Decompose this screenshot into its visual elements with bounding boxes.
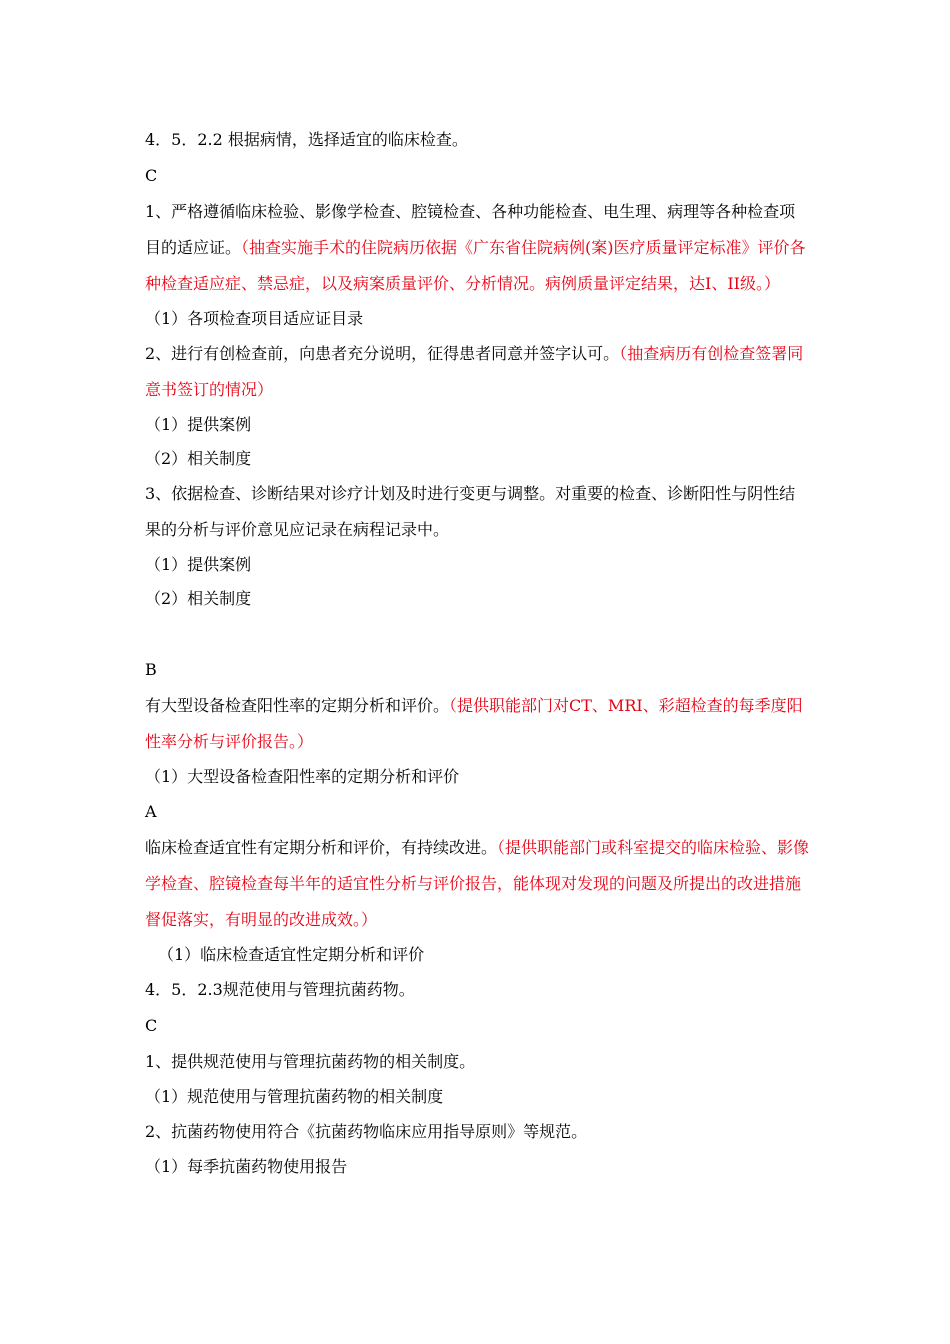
red-annotation: （提供职能部门或科室提交的临床检验、影像学检查、腔镜检查每半年的适宜性分析与评价报告，能体现对发现的问题及所提出的改进措施督促落实，有明显的改进成效。） [145, 838, 810, 929]
sub-item: （2）相关制度 [145, 589, 252, 608]
item-paragraph: 2、抗菌药物使用符合《抗菌药物临床应用指导原则》等规范。 [145, 1122, 588, 1141]
grade-c-label: C [145, 166, 158, 185]
grade-b-label: B [145, 660, 157, 679]
sub-item: （1）提供案例 [145, 555, 252, 574]
item-paragraph: 3、依据检查、诊断结果对诊疗计划及时进行变更与调整。对重要的检查、诊断阳性与阴性结果的分析与评价意见应记录在病程记录中。 [145, 484, 796, 539]
red-annotation: （抽查实施手术的住院病历依据《广东省住院病例(案)医疗质量评定标准》评价各种检查适应症、禁忌症，以及病案质量评价、分析情况。病例质量评定结果，达Ⅰ、ⅠⅠ级。） [145, 238, 806, 293]
grade-a-label: A [145, 802, 157, 821]
item-paragraph: 2、进行有创检查前，向患者充分说明，征得患者同意并签字认可。（抽查病历有创检查签署同意书签订的情况） [145, 344, 804, 399]
section-heading-4-5-2-2: 4．5．2.2 根据病情，选择适宜的临床检查。 [145, 130, 468, 149]
document-page [145, 122, 810, 1184]
red-annotation: （抽查病历有创检查签署同意书签订的情况） [145, 344, 804, 399]
sub-item: （1）各项检查项目适应证目录 [145, 309, 364, 328]
item-paragraph: 1、严格遵循临床检验、影像学检查、腔镜检查、各种功能检查、电生理、病理等各种检查项目的适应证。（抽查实施手术的住院病历依据《广东省住院病例(案)医疗质量评定标准》评价各种检查适应症、禁忌症，以及病案质量评价、分析情况。病例质量评定结果，达Ⅰ、ⅠⅠ级。） [145, 202, 806, 293]
item-paragraph: 1、提供规范使用与管理抗菌药物的相关制度。 [145, 1052, 476, 1071]
blank-line [145, 616, 810, 652]
sub-item: （1）规范使用与管理抗菌药物的相关制度 [145, 1087, 444, 1106]
sub-item: （1）每季抗菌药物使用报告 [145, 1157, 348, 1176]
sub-item: （2）相关制度 [145, 449, 252, 468]
item-paragraph: 临床检查适宜性有定期分析和评价，有持续改进。（提供职能部门或科室提交的临床检验、影像学检查、腔镜检查每半年的适宜性分析与评价报告，能体现对发现的问题及所提出的改进措施督促落实，有明显的改进成效。） [145, 838, 810, 929]
section-heading-4-5-2-3: 4．5．2.3规范使用与管理抗菌药物。 [145, 980, 415, 999]
sub-item: （1）临床检查适宜性定期分析和评价 [158, 945, 425, 964]
item-paragraph: 有大型设备检查阳性率的定期分析和评价。（提供职能部门对CT、MRI、彩超检查的每季度阳性率分析与评价报告。） [145, 696, 803, 751]
grade-c-label: C [145, 1016, 158, 1035]
red-annotation: （提供职能部门对CT、MRI、彩超检查的每季度阳性率分析与评价报告。） [145, 696, 803, 751]
sub-item: （1）提供案例 [145, 415, 252, 434]
sub-item: （1）大型设备检查阳性率的定期分析和评价 [145, 767, 460, 786]
